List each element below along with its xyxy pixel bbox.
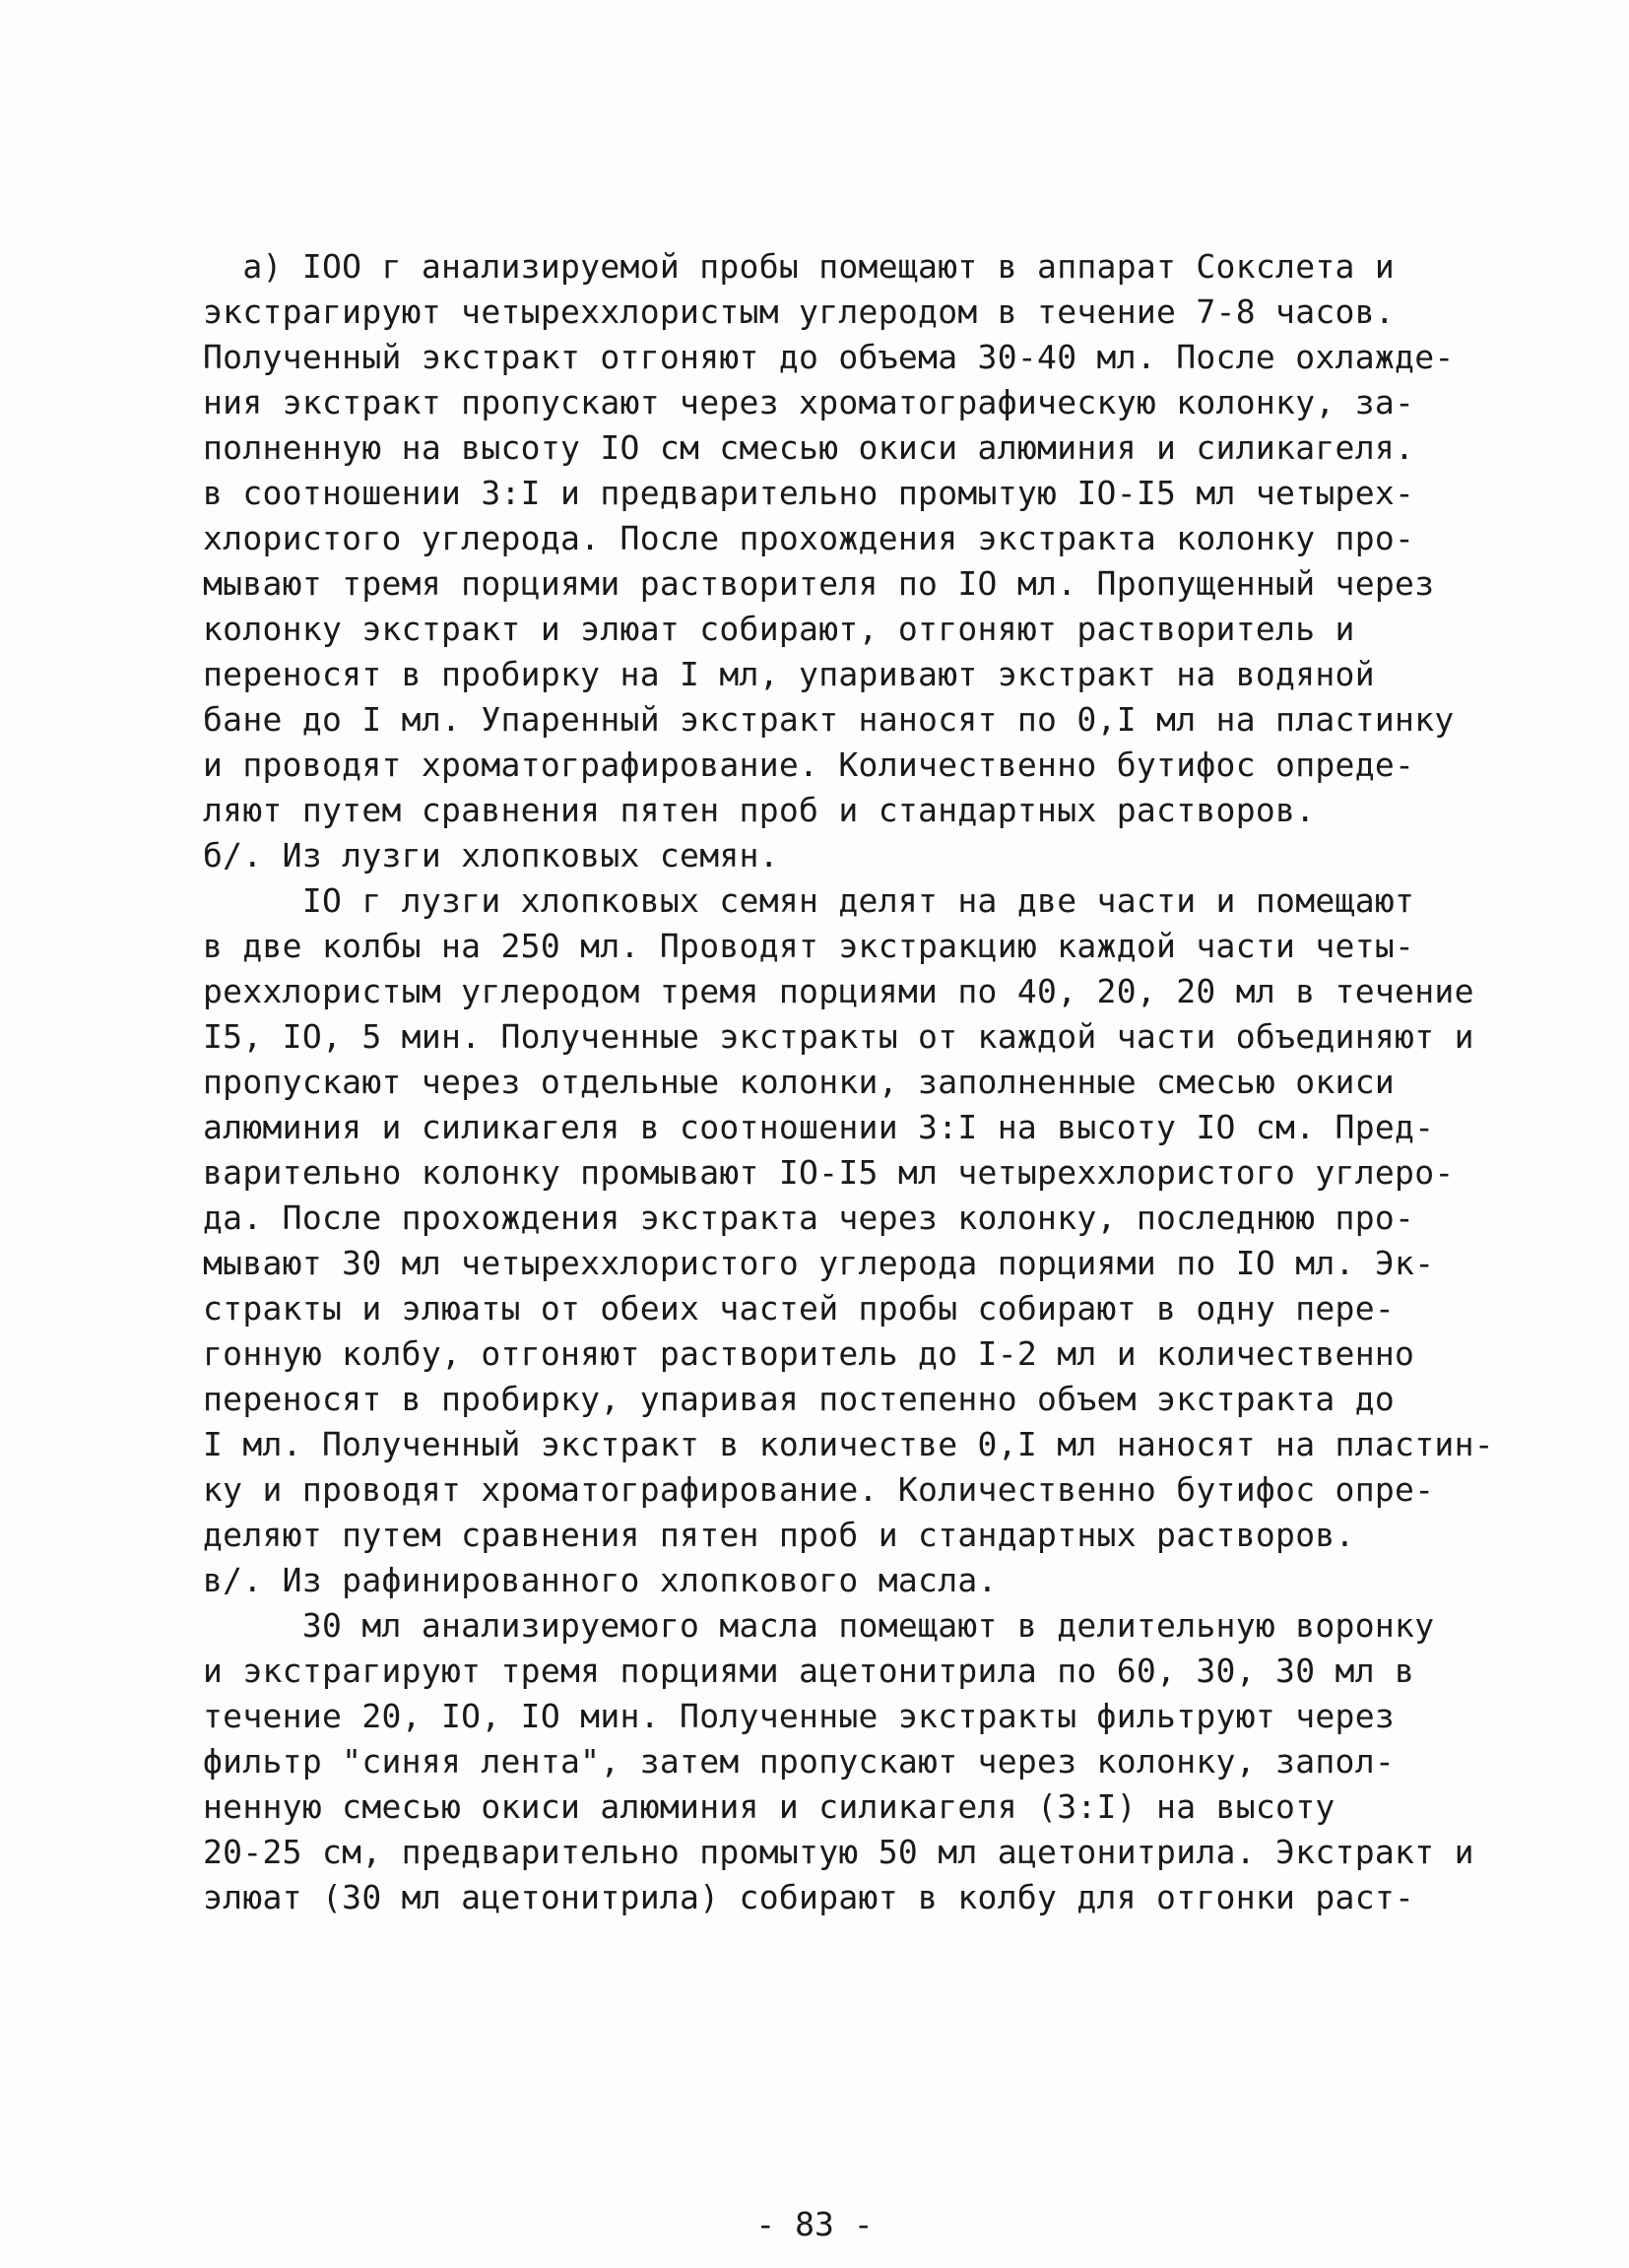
text-line: IO г лузги хлопковых семян делят на две части и помещают: [203, 881, 1415, 920]
text-line: пропускают через отдельные колонки, заполненные смесью окиси: [203, 1063, 1396, 1101]
text-line: в две колбы на 250 мл. Проводят экстракцию каждой части четы-: [203, 927, 1415, 965]
text-line: а) IOO г анализируемой пробы помещают в аппарат Сокслета и: [203, 247, 1396, 286]
text-line: да. После прохождения экстракта через колонку, последнюю про-: [203, 1199, 1415, 1237]
text-line: и проводят хроматографирование. Количественно бутифос опреде-: [203, 745, 1415, 784]
text-line: ку и проводят хроматографирование. Количественно бутифос опре-: [203, 1470, 1435, 1509]
text-line: гонную колбу, отгоняют растворитель до I-2 мл и количественно: [203, 1334, 1415, 1373]
text-line: течение 20, IO, IO мин. Полученные экстракты фильтруют через: [203, 1697, 1396, 1735]
body-text: [203, 244, 1494, 1920]
text-line: варительно колонку промывают IO-I5 мл четыреххлористого углеро-: [203, 1153, 1455, 1192]
text-line: мывают тремя порциями растворителя по IO мл. Пропущенный через: [203, 564, 1435, 603]
text-line: стракты и элюаты от обеих частей пробы собирают в одну пере-: [203, 1289, 1396, 1328]
text-line: 20-25 см, предварительно промытую 50 мл ацетонитрила. Экстракт и: [203, 1833, 1474, 1871]
text-line: в соотношении 3:I и предварительно промытую IO-I5 мл четырех-: [203, 474, 1415, 512]
text-line: элюат (30 мл ацетонитрила) собирают в колбу для отгонки раст-: [203, 1878, 1415, 1916]
text-line: ния экстракт пропускают через хроматографическую колонку, за-: [203, 383, 1415, 421]
text-line: I5, IO, 5 мин. Полученные экстракты от каждой части объединяют и: [203, 1017, 1474, 1056]
text-line: ненную смесью окиси алюминия и силикагеля (3:I) на высоту: [203, 1787, 1336, 1826]
section-heading-v: в/. Из рафинированного хлопкового масла.: [203, 1561, 998, 1599]
text-line: Полученный экстракт отгоняют до объема 30-40 мл. После охлажде-: [203, 338, 1455, 376]
text-line: алюминия и силикагеля в соотношении 3:I на высоту IO см. Пред-: [203, 1108, 1435, 1146]
text-line: переносят в пробирку на I мл, упаривают экстракт на водяной: [203, 655, 1375, 693]
text-line: мывают 30 мл четыреххлористого углерода порциями по IO мл. Эк-: [203, 1244, 1435, 1282]
page-number: - 83 -: [755, 2205, 874, 2243]
section-heading-b: б/. Из лузги хлопковых семян.: [203, 836, 779, 875]
text-line: полненную на высоту IO см смесью окиси алюминия и силикагеля.: [203, 428, 1415, 467]
text-line: экстрагируют четыреххлористым углеродом в течение 7-8 часов.: [203, 292, 1396, 331]
text-line: ляют путем сравнения пятен проб и стандартных растворов.: [203, 791, 1316, 829]
text-line: I мл. Полученный экстракт в количестве 0,I мл наносят на пластин-: [203, 1425, 1494, 1463]
text-line: фильтр "синяя лента", затем пропускают через колонку, запол-: [203, 1742, 1396, 1781]
text-line: 30 мл анализируемого масла помещают в делительную воронку: [203, 1606, 1435, 1645]
text-line: и экстрагируют тремя порциями ацетонитрила по 60, 30, 30 мл в: [203, 1652, 1415, 1690]
text-line: деляют путем сравнения пятен проб и стандартных растворов.: [203, 1516, 1355, 1554]
text-line: хлористого углерода. После прохождения экстракта колонку про-: [203, 519, 1415, 557]
text-line: переносят в пробирку, упаривая постепенно объем экстракта до: [203, 1380, 1396, 1418]
text-line: реххлористым углеродом тремя порциями по 40, 20, 20 мл в течение: [203, 972, 1474, 1010]
text-line: колонку экстракт и элюат собирают, отгоняют растворитель и: [203, 610, 1355, 648]
text-line: бане до I мл. Упаренный экстракт наносят по 0,I мл на пластинку: [203, 700, 1455, 739]
